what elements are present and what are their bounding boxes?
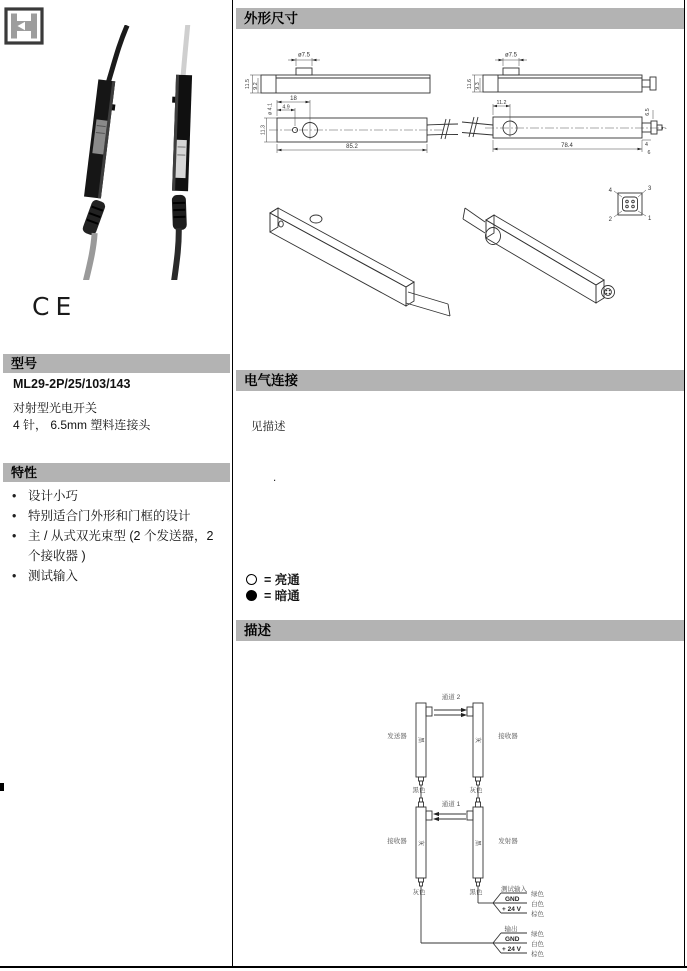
svg-text:发射器: 发射器 xyxy=(498,838,518,845)
svg-text:7: 7 xyxy=(662,126,669,130)
column-divider xyxy=(232,0,233,968)
svg-text:白色: 白色 xyxy=(531,901,544,908)
model-type-line: 对射型光电开关 xyxy=(13,401,98,415)
pinout-diagram xyxy=(609,186,652,223)
right-top-view xyxy=(467,53,656,93)
svg-text:4: 4 xyxy=(645,142,648,148)
svg-text:GND: GND xyxy=(505,936,520,943)
svg-text:1: 1 xyxy=(648,216,652,222)
svg-text:85.2: 85.2 xyxy=(346,144,358,150)
svg-text:6: 6 xyxy=(647,150,651,156)
sensor-left xyxy=(74,25,129,280)
svg-text:黑: 黑 xyxy=(417,736,423,744)
svg-text:通道 2: 通道 2 xyxy=(441,694,461,701)
svg-text:黑色: 黑色 xyxy=(469,889,483,896)
svg-text:灰色: 灰色 xyxy=(469,787,483,794)
feature-item: • 特别适合门外形和门框的设计 xyxy=(8,506,226,526)
isometric-drawings xyxy=(236,175,687,335)
feature-item: • 设计小巧 xyxy=(8,486,226,506)
svg-text:ø 4.1: ø 4.1 xyxy=(267,102,274,116)
features-list xyxy=(8,486,226,586)
svg-text:11.6: 11.6 xyxy=(467,79,473,89)
legend-dark-on xyxy=(246,586,300,604)
feature-item: • 测试输入 xyxy=(8,566,226,586)
dimension-drawings xyxy=(236,40,687,175)
svg-text:通道 1: 通道 1 xyxy=(441,801,461,808)
right-front-view xyxy=(462,100,669,156)
svg-text:2: 2 xyxy=(608,217,612,223)
model-connector-line: 4 针， 6.5mm 塑料连接头 xyxy=(13,418,151,432)
svg-text:ø7.5: ø7.5 xyxy=(297,52,311,59)
svg-text:棕色: 棕色 xyxy=(531,911,544,918)
svg-text:4.9: 4.9 xyxy=(282,104,290,111)
svg-text:18: 18 xyxy=(290,96,297,102)
svg-text:11.2: 11.2 xyxy=(496,100,507,106)
ce-mark: CE xyxy=(32,292,78,321)
svg-text:灰色: 灰色 xyxy=(412,889,426,896)
dark-on-label: = 暗通 xyxy=(264,589,300,603)
sensor-right xyxy=(166,25,194,280)
print-mark xyxy=(0,783,4,791)
product-photo xyxy=(55,25,220,280)
left-front-view xyxy=(261,96,459,153)
svg-text:GND: GND xyxy=(505,896,520,903)
svg-text:接收器: 接收器 xyxy=(498,733,518,740)
svg-text:白色: 白色 xyxy=(531,941,544,948)
svg-text:11.3: 11.3 xyxy=(260,125,267,135)
iso-right-sensor xyxy=(463,208,615,303)
light-on-label: = 亮通 xyxy=(264,573,300,587)
electrical-dot: . xyxy=(273,472,277,484)
electrical-note: 见描述 xyxy=(251,421,286,433)
svg-text:4: 4 xyxy=(608,188,612,194)
iso-left-sensor xyxy=(270,208,450,316)
svg-text:接收器: 接收器 xyxy=(387,838,407,845)
svg-text:输出: 输出 xyxy=(504,926,518,933)
svg-text:黑: 黑 xyxy=(474,839,480,847)
dark-on-icon xyxy=(246,590,257,601)
dimensions-section-header: 外形尺寸 xyxy=(236,8,684,29)
left-top-view xyxy=(245,53,430,94)
model-section-header: 型号 xyxy=(3,354,230,373)
svg-text:棕色: 棕色 xyxy=(531,951,544,958)
svg-text:灰: 灰 xyxy=(417,839,423,847)
svg-text:78.4: 78.4 xyxy=(561,143,573,149)
features-section-header: 特性 xyxy=(3,463,230,482)
svg-text:+ 24 V: + 24 V xyxy=(502,906,521,913)
svg-text:发送器: 发送器 xyxy=(387,733,407,740)
svg-text:灰: 灰 xyxy=(474,736,480,744)
svg-text:+ 24 V: + 24 V xyxy=(502,946,521,953)
svg-text:绿色: 绿色 xyxy=(531,891,544,898)
wiring-diagram xyxy=(355,685,687,971)
description-section-header: 描述 xyxy=(236,620,684,641)
svg-text:9.3: 9.3 xyxy=(475,82,481,90)
through-beam-icon xyxy=(4,7,44,45)
svg-text:ø7.5: ø7.5 xyxy=(504,52,518,59)
model-number: ML29-2P/25/103/143 xyxy=(13,377,131,391)
electrical-section-header: 电气连接 xyxy=(236,370,684,391)
svg-text:11.5: 11.5 xyxy=(245,79,251,89)
svg-text:绿色: 绿色 xyxy=(531,931,544,938)
svg-text:6.5: 6.5 xyxy=(645,108,651,116)
svg-text:测试输入: 测试输入 xyxy=(501,886,527,893)
feature-item: • 主 / 从式双光束型 (2 个发送器，2 个接收器 ) xyxy=(8,526,226,566)
svg-text:3: 3 xyxy=(648,186,652,192)
svg-text:9.2: 9.2 xyxy=(253,82,259,90)
svg-text:黑色: 黑色 xyxy=(412,787,426,794)
light-on-icon xyxy=(246,574,257,585)
